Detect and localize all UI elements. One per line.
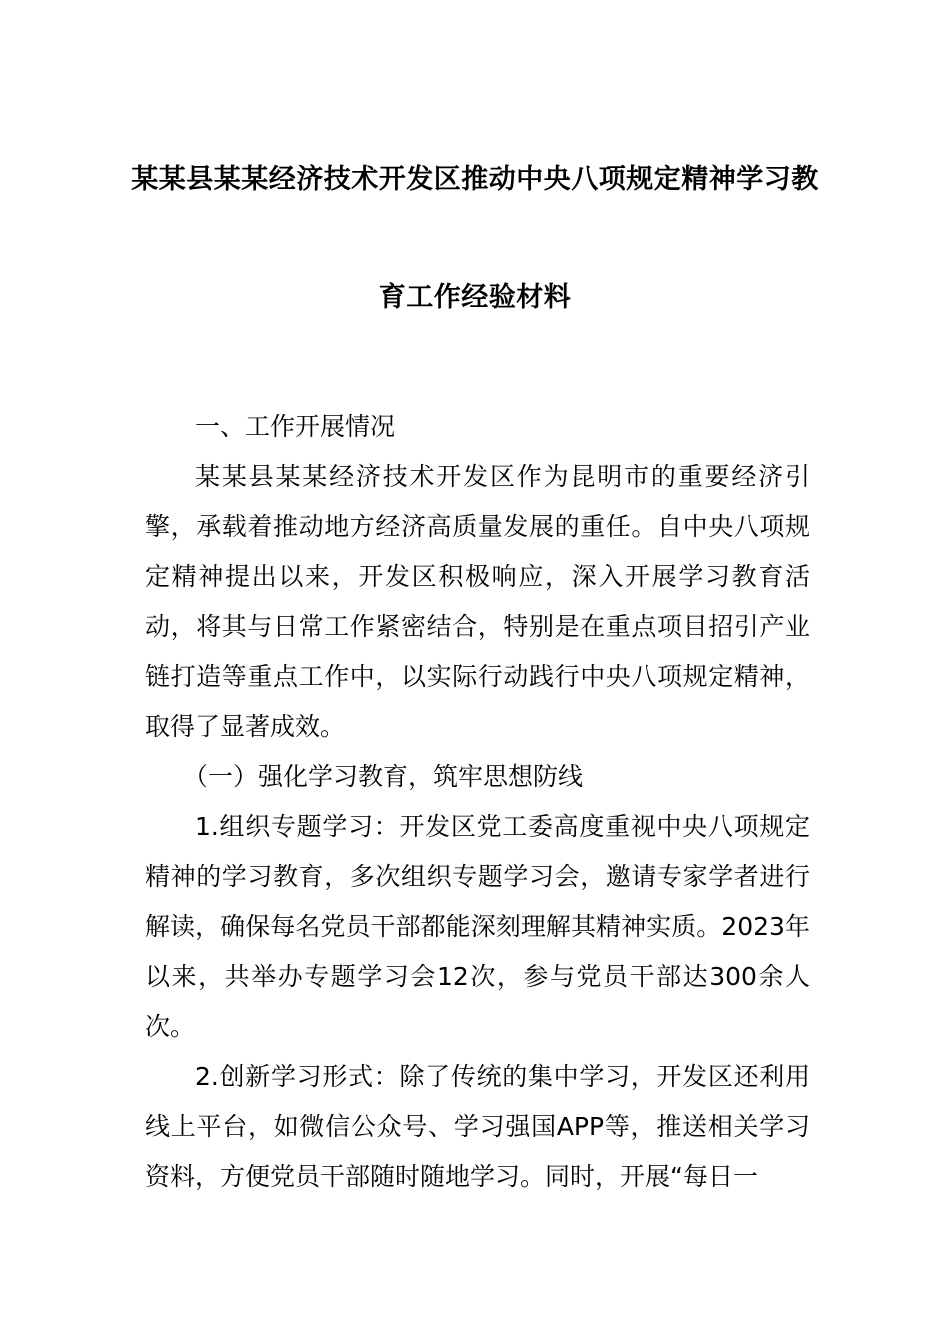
intro-paragraph: 某某县某某经济技术开发区作为昆明市的重要经济引擎，承载着推动地方经济高质量发展的重任。自中央八项规定精神提出以来，开发区积极响应，深入开展学习教育活动，将其与日常工作紧密结合，特别是在重点项目招引产业链打造等重点工作中，以实际行动践行中央八项规定精神，取得了显著成效。 [145,462,810,741]
document-title-line-1: 某某县某某经济技术开发区推动中央八项规定精神学习教 [131,164,819,195]
document-title-line-2: 育工作经验材料 [378,282,572,313]
subsection-heading: （一）强化学习教育，筑牢思想防线 [183,762,584,791]
document-body [145,402,810,1202]
item-paragraph-1: 1.组织专题学习：开发区党工委高度重视中央八项规定精神的学习教育，多次组织专题学习会，邀请专家学者进行解读，确保每名党员干部都能深刻理解其精神实质。2023年以来，共举办专题学习会12次，参与党员干部达300余人次。 [145,812,810,1041]
section-heading: 一、工作开展情况 [195,412,396,441]
item-paragraph-2: 2.创新学习形式：除了传统的集中学习，开发区还利用线上平台，如微信公众号、学习强国APP等，推送相关学习资料，方便党员干部随时随地学习。同时，开展“每日一 [145,1062,810,1191]
